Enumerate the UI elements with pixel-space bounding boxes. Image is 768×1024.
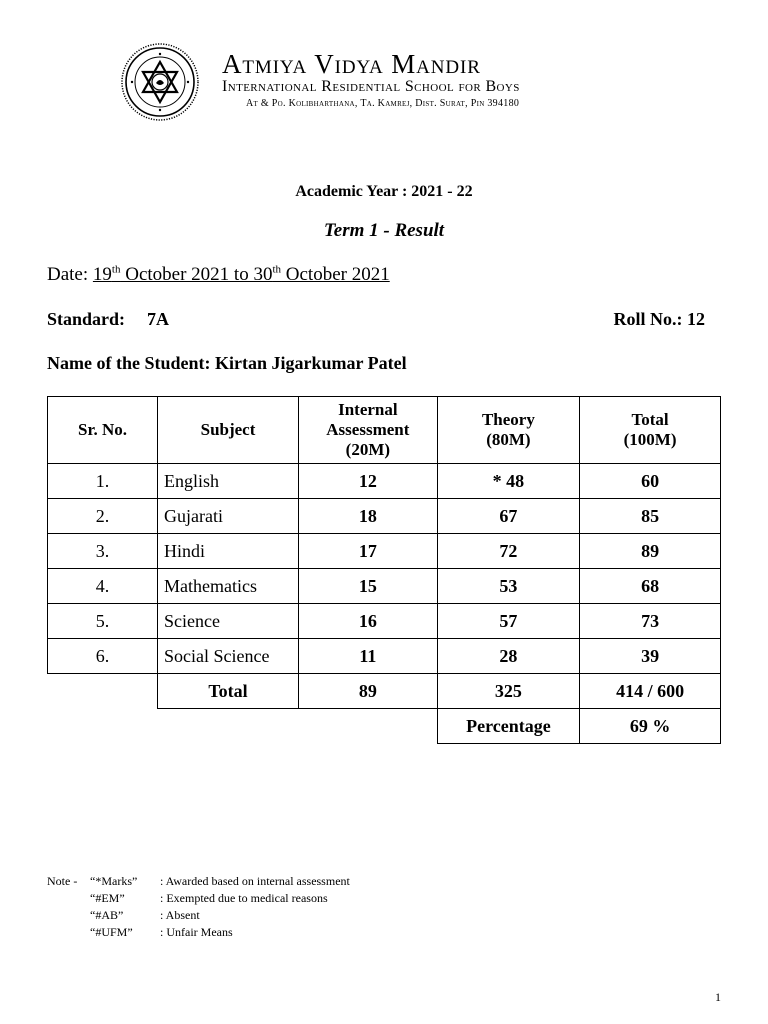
table-row [48,604,721,639]
marks-table [47,396,721,744]
cell-sr: 6. [48,639,158,674]
blank-cell [48,674,158,709]
header-sr-no: Sr. No. [48,397,158,464]
total-internal: 89 [299,674,438,709]
cell-theory: 28 [437,639,580,674]
cell-subject: Hindi [157,534,298,569]
date-label: Date: [47,264,93,285]
standard-line [47,309,169,330]
cell-theory: 57 [437,604,580,639]
cell-total: 89 [580,534,721,569]
school-subtitle: International Residential School for Boys [222,78,520,95]
table-row [48,639,721,674]
date-range: 19th October 2021 to 30th October 2021 [92,263,390,285]
note-item [47,873,350,890]
blank-cell [48,709,158,744]
cell-sr: 2. [48,499,158,534]
cell-internal: 18 [299,499,438,534]
table-row [48,499,721,534]
notes [47,873,350,941]
note-prefix: Note - [47,874,78,888]
table-row [48,569,721,604]
blank-cell [157,709,298,744]
cell-internal: 16 [299,604,438,639]
cell-sr: 1. [48,464,158,499]
roll-number: Roll No.: 12 [613,309,705,329]
note-text: : Exempted due to medical reasons [160,891,328,905]
header-theory: Theory (80M) [437,397,580,464]
note-item [47,924,350,941]
total-row [48,674,721,709]
cell-subject: English [157,464,298,499]
cell-total: 39 [580,639,721,674]
note-key: “#UFM” [90,925,133,939]
note-item [47,890,350,907]
table-row [48,534,721,569]
cell-sr: 3. [48,534,158,569]
total-theory: 325 [437,674,580,709]
cell-internal: 11 [299,639,438,674]
cell-theory: * 48 [437,464,580,499]
note-key: “#AB” [90,908,124,922]
cell-subject: Science [157,604,298,639]
academic-year: Academic Year : 2021 - 22 [295,183,473,200]
cell-subject: Mathematics [157,569,298,604]
date-line [47,264,390,286]
note-text: : Unfair Means [160,925,233,939]
cell-theory: 72 [437,534,580,569]
note-key: “#EM” [90,891,125,905]
note-text: : Absent [160,908,200,922]
standard-value: 7A [147,309,170,329]
standard-label: Standard: [47,309,126,329]
cell-total: 73 [580,604,721,639]
percentage-value: 69 % [580,709,721,744]
header-subject: Subject [157,397,298,464]
cell-total: 85 [580,499,721,534]
cell-sr: 5. [48,604,158,639]
student-name: Name of the Student: Kirtan Jigarkumar Patel [47,353,407,373]
table-header-row [48,397,721,464]
note-text: : Awarded based on internal assessment [160,874,350,888]
percentage-row [48,709,721,744]
cell-total: 68 [580,569,721,604]
note-item [47,907,350,924]
note-key: “*Marks” [90,874,138,888]
school-name: Atmiya Vidya Mandir [222,49,481,79]
cell-subject: Social Science [157,639,298,674]
cell-theory: 53 [437,569,580,604]
term-title: Term 1 - Result [323,220,445,241]
page-number: 1 [715,990,721,1004]
cell-internal: 12 [299,464,438,499]
cell-internal: 17 [299,534,438,569]
blank-cell [299,709,438,744]
cell-theory: 67 [437,499,580,534]
school-emblem-icon [120,42,200,122]
header-internal-assessment: Internal Assessment (20M) [299,397,438,464]
percentage-label: Percentage [437,709,580,744]
school-address: At & Po. Kolibharthana, Ta. Kamrej, Dist. Surat, Pin 394180 [246,98,520,109]
cell-internal: 15 [299,569,438,604]
cell-total: 60 [580,464,721,499]
cell-sr: 4. [48,569,158,604]
cell-subject: Gujarati [157,499,298,534]
header-total: Total (100M) [580,397,721,464]
table-row [48,464,721,499]
total-label: Total [157,674,298,709]
total-grand: 414 / 600 [580,674,721,709]
